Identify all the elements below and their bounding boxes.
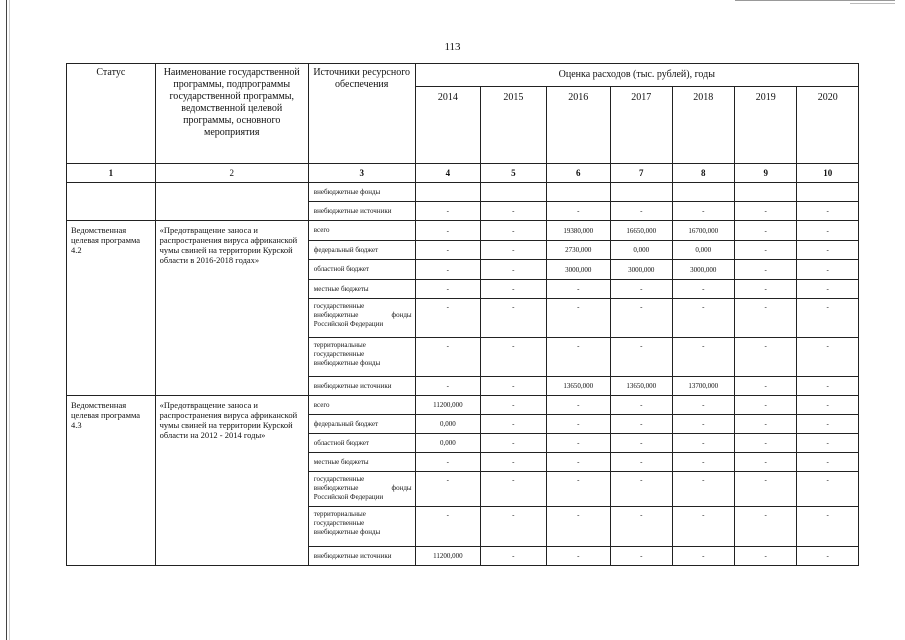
value-cell: - <box>481 415 546 434</box>
source-label: внебюджетные источники <box>308 377 415 396</box>
value-cell: - <box>672 396 734 415</box>
value-cell: 0,000 <box>611 241 672 260</box>
value-cell: - <box>672 280 734 299</box>
expenses-table <box>66 63 859 566</box>
value-cell: - <box>734 202 796 221</box>
column-number: 5 <box>481 164 546 183</box>
value-cell: - <box>415 202 480 221</box>
value-cell: - <box>415 280 480 299</box>
value-cell: - <box>734 472 796 507</box>
value-cell: - <box>481 377 546 396</box>
value-cell: - <box>611 415 672 434</box>
value-cell: - <box>481 338 546 377</box>
value-cell: - <box>415 260 480 280</box>
value-cell: - <box>797 260 859 280</box>
value-cell: - <box>481 221 546 241</box>
source-label <box>308 299 415 338</box>
header-estimate: Оценка расходов (тыс. рублей), годы <box>415 64 858 87</box>
value-cell: - <box>546 299 610 338</box>
column-number: 6 <box>546 164 610 183</box>
source-label: областной бюджет <box>308 434 415 453</box>
program-name: «Предотвращение заноса и распространения вируса африканской чумы свиней на территории Курской области в 2016-2018 годах» <box>155 221 308 396</box>
header-year: 2019 <box>734 87 796 164</box>
value-cell: - <box>734 415 796 434</box>
value-cell: - <box>797 241 859 260</box>
value-cell: - <box>797 434 859 453</box>
column-number: 8 <box>672 164 734 183</box>
value-cell: - <box>672 338 734 377</box>
value-cell: - <box>546 434 610 453</box>
value-cell <box>546 183 610 202</box>
value-cell: - <box>797 299 859 338</box>
value-cell: - <box>797 472 859 507</box>
value-cell: - <box>481 396 546 415</box>
value-cell: 3000,000 <box>546 260 610 280</box>
source-label: внебюджетные фонды <box>308 183 415 202</box>
value-cell: 0,000 <box>415 415 480 434</box>
value-cell: - <box>546 202 610 221</box>
value-cell <box>481 183 546 202</box>
source-line: государственные <box>313 475 365 483</box>
value-cell: 13650,000 <box>611 377 672 396</box>
scan-mark <box>850 3 895 4</box>
value-cell: - <box>546 507 610 547</box>
value-cell: - <box>415 453 480 472</box>
value-cell: - <box>672 415 734 434</box>
value-cell: - <box>672 299 734 338</box>
value-cell: - <box>481 434 546 453</box>
value-cell: - <box>415 299 480 338</box>
value-cell: - <box>734 377 796 396</box>
column-number: 2 <box>155 164 308 183</box>
value-cell: - <box>481 507 546 547</box>
value-cell: - <box>734 453 796 472</box>
source-label: всего <box>308 221 415 241</box>
column-number: 1 <box>67 164 156 183</box>
value-cell: - <box>481 260 546 280</box>
value-cell: - <box>546 415 610 434</box>
source-line: территориальные <box>313 510 366 518</box>
value-cell: - <box>734 280 796 299</box>
value-cell: - <box>797 280 859 299</box>
value-cell: - <box>734 507 796 547</box>
header-year: 2017 <box>611 87 672 164</box>
value-cell: - <box>415 472 480 507</box>
value-cell: - <box>415 241 480 260</box>
value-cell: 19380,000 <box>546 221 610 241</box>
program-name: «Предотвращение заноса и распространения вируса африканской чумы свиней на территории Курской области на 2012 - 2014 годы» <box>155 396 308 566</box>
source-label <box>308 507 415 547</box>
value-cell: - <box>611 453 672 472</box>
source-line: внебюджетные фонды <box>313 359 381 367</box>
header-sources: Источники ресурсного обеспечения <box>308 64 415 164</box>
value-cell: - <box>797 221 859 241</box>
source-label: внебюджетные источники <box>308 547 415 566</box>
value-cell: - <box>797 202 859 221</box>
value-cell: 11200,000 <box>415 396 480 415</box>
program-status: Ведомственная целевая программа 4.2 <box>67 221 156 396</box>
name-cell <box>155 183 308 221</box>
value-cell: - <box>611 434 672 453</box>
column-number: 10 <box>797 164 859 183</box>
value-cell: - <box>797 415 859 434</box>
value-cell: - <box>481 472 546 507</box>
value-cell: - <box>797 338 859 377</box>
source-label: местные бюджеты <box>308 280 415 299</box>
program-status: Ведомственная целевая программа 4.3 <box>67 396 156 566</box>
value-cell: 3000,000 <box>672 260 734 280</box>
value-cell: - <box>672 202 734 221</box>
value-cell: 11200,000 <box>415 547 480 566</box>
value-cell: - <box>734 221 796 241</box>
value-cell: - <box>415 338 480 377</box>
value-cell: - <box>734 338 796 377</box>
source-line: государственные <box>313 350 365 358</box>
status-cell <box>67 183 156 221</box>
source-label: внебюджетные источники <box>308 202 415 221</box>
value-cell: - <box>546 453 610 472</box>
value-cell: 0,000 <box>415 434 480 453</box>
value-cell: - <box>415 221 480 241</box>
page-left-edge <box>6 0 7 640</box>
value-cell: - <box>611 472 672 507</box>
value-cell: - <box>481 202 546 221</box>
value-cell: - <box>611 202 672 221</box>
value-cell <box>415 183 480 202</box>
value-cell: - <box>734 434 796 453</box>
value-cell: 3000,000 <box>611 260 672 280</box>
header-year: 2018 <box>672 87 734 164</box>
value-cell: - <box>797 453 859 472</box>
scan-mark <box>735 0 895 1</box>
value-cell: - <box>546 472 610 507</box>
value-cell: - <box>797 377 859 396</box>
value-cell <box>672 183 734 202</box>
value-cell: - <box>611 396 672 415</box>
source-label: областной бюджет <box>308 260 415 280</box>
value-cell: 0,000 <box>672 241 734 260</box>
header-year: 2016 <box>546 87 610 164</box>
source-label: всего <box>308 396 415 415</box>
value-cell: - <box>546 338 610 377</box>
value-cell: 16650,000 <box>611 221 672 241</box>
page-number: 113 <box>444 41 461 53</box>
source-label: федеральный бюджет <box>308 241 415 260</box>
value-cell: 13650,000 <box>546 377 610 396</box>
value-cell: 13700,000 <box>672 377 734 396</box>
value-cell: - <box>734 260 796 280</box>
value-cell: - <box>672 434 734 453</box>
value-cell: - <box>797 396 859 415</box>
value-cell: - <box>415 377 480 396</box>
value-cell: - <box>546 280 610 299</box>
value-cell <box>611 183 672 202</box>
value-cell: - <box>611 280 672 299</box>
value-cell: - <box>611 299 672 338</box>
source-line: Российской Федерации <box>313 493 384 501</box>
value-cell: - <box>415 507 480 547</box>
value-cell: - <box>481 299 546 338</box>
column-number: 4 <box>415 164 480 183</box>
value-cell: - <box>481 241 546 260</box>
value-cell: - <box>672 472 734 507</box>
value-cell: - <box>734 299 796 338</box>
value-cell <box>797 183 859 202</box>
source-label: местные бюджеты <box>308 453 415 472</box>
column-number: 7 <box>611 164 672 183</box>
source-line: Российской Федерации <box>313 320 384 328</box>
source-label <box>308 338 415 377</box>
value-cell: - <box>672 547 734 566</box>
header-name: Наименование государственной программы, подпрограммы государственной программы, ведомственной целевой программы, основного мероприятия <box>155 64 308 164</box>
value-cell: - <box>481 280 546 299</box>
value-cell: - <box>546 396 610 415</box>
value-cell: - <box>797 547 859 566</box>
source-line: государственные <box>313 519 365 527</box>
source-line: внебюджетные фонды <box>313 311 412 319</box>
value-cell: - <box>546 547 610 566</box>
value-cell: - <box>672 453 734 472</box>
value-cell: - <box>734 547 796 566</box>
value-cell: 2730,000 <box>546 241 610 260</box>
value-cell: - <box>672 507 734 547</box>
value-cell: - <box>797 507 859 547</box>
source-line: территориальные <box>313 341 366 349</box>
value-cell: - <box>481 547 546 566</box>
value-cell: - <box>611 507 672 547</box>
header-year: 2015 <box>481 87 546 164</box>
page-left-edge-shadow <box>9 0 10 640</box>
value-cell: - <box>611 338 672 377</box>
value-cell: - <box>481 453 546 472</box>
source-label <box>308 472 415 507</box>
value-cell: - <box>734 396 796 415</box>
column-number: 9 <box>734 164 796 183</box>
value-cell <box>734 183 796 202</box>
header-year: 2020 <box>797 87 859 164</box>
source-line: внебюджетные фонды <box>313 484 412 492</box>
column-number: 3 <box>308 164 415 183</box>
value-cell: - <box>734 241 796 260</box>
source-line: внебюджетные фонды <box>313 528 381 536</box>
header-status: Статус <box>67 64 156 164</box>
value-cell: - <box>611 547 672 566</box>
value-cell: 16700,000 <box>672 221 734 241</box>
header-year: 2014 <box>415 87 480 164</box>
source-line: государственные <box>313 302 365 310</box>
source-label: федеральный бюджет <box>308 415 415 434</box>
